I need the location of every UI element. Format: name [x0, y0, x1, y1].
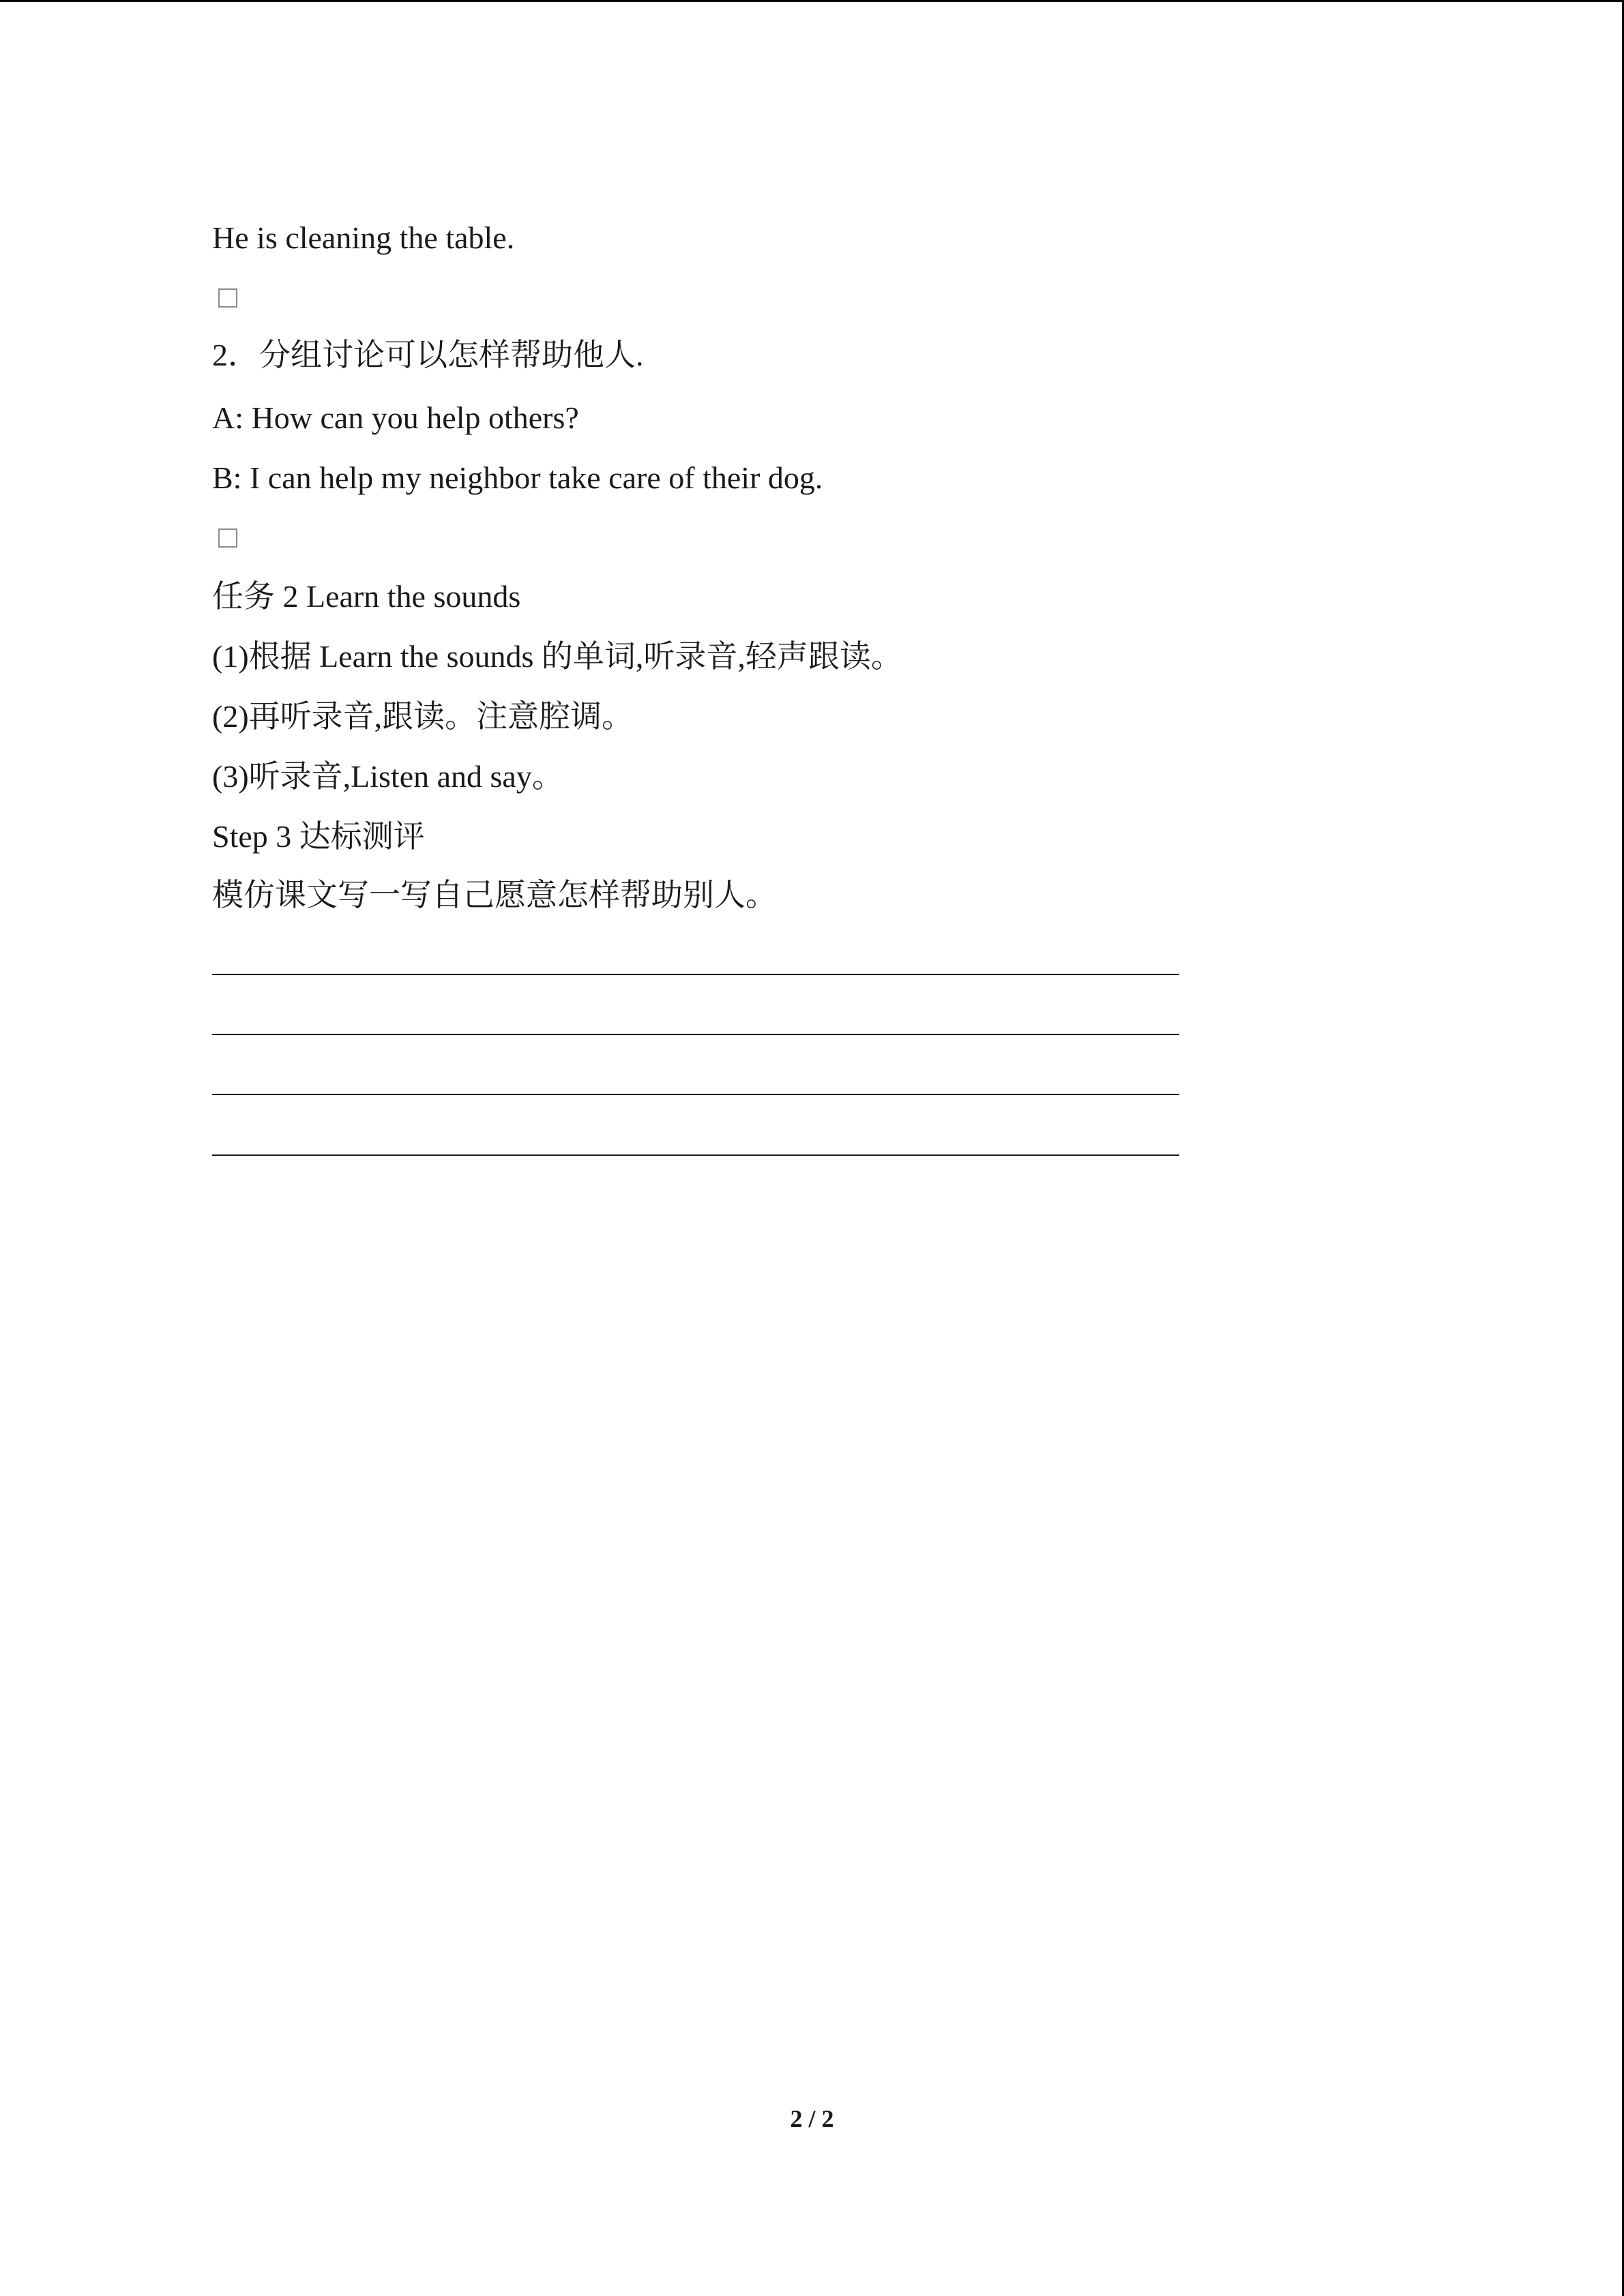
writing-line-2[interactable] [212, 1034, 1179, 1035]
task-2-heading: 任务 2 Learn the sounds [212, 579, 521, 614]
answer-checkbox-2[interactable] [218, 528, 237, 548]
writing-prompt: 模仿课文写一写自己愿意怎样帮助别人。 [212, 878, 777, 912]
dialogue-line-b: B: I can help my neighbor take care of their dog. [212, 460, 823, 495]
instruction-1: (1)根据 Learn the sounds 的单词,听录音,轻声跟读。 [212, 639, 902, 674]
page-number: 2 / 2 [790, 2105, 834, 2132]
task-item-2: 2．分组讨论可以怎样帮助他人. [212, 338, 644, 372]
writing-line-4[interactable] [212, 1154, 1179, 1156]
example-sentence: He is cleaning the table. [212, 220, 515, 255]
instruction-3: (3)听录音,Listen and say。 [212, 759, 563, 794]
step-3-heading: Step 3 达标测评 [212, 819, 425, 854]
page-border-top [0, 0, 1624, 2]
writing-line-1[interactable] [212, 974, 1179, 975]
writing-line-3[interactable] [212, 1094, 1179, 1095]
answer-checkbox-1[interactable] [218, 288, 237, 308]
instruction-2: (2)再听录音,跟读。注意腔调。 [212, 699, 634, 734]
dialogue-line-a: A: How can you help others? [212, 400, 579, 435]
